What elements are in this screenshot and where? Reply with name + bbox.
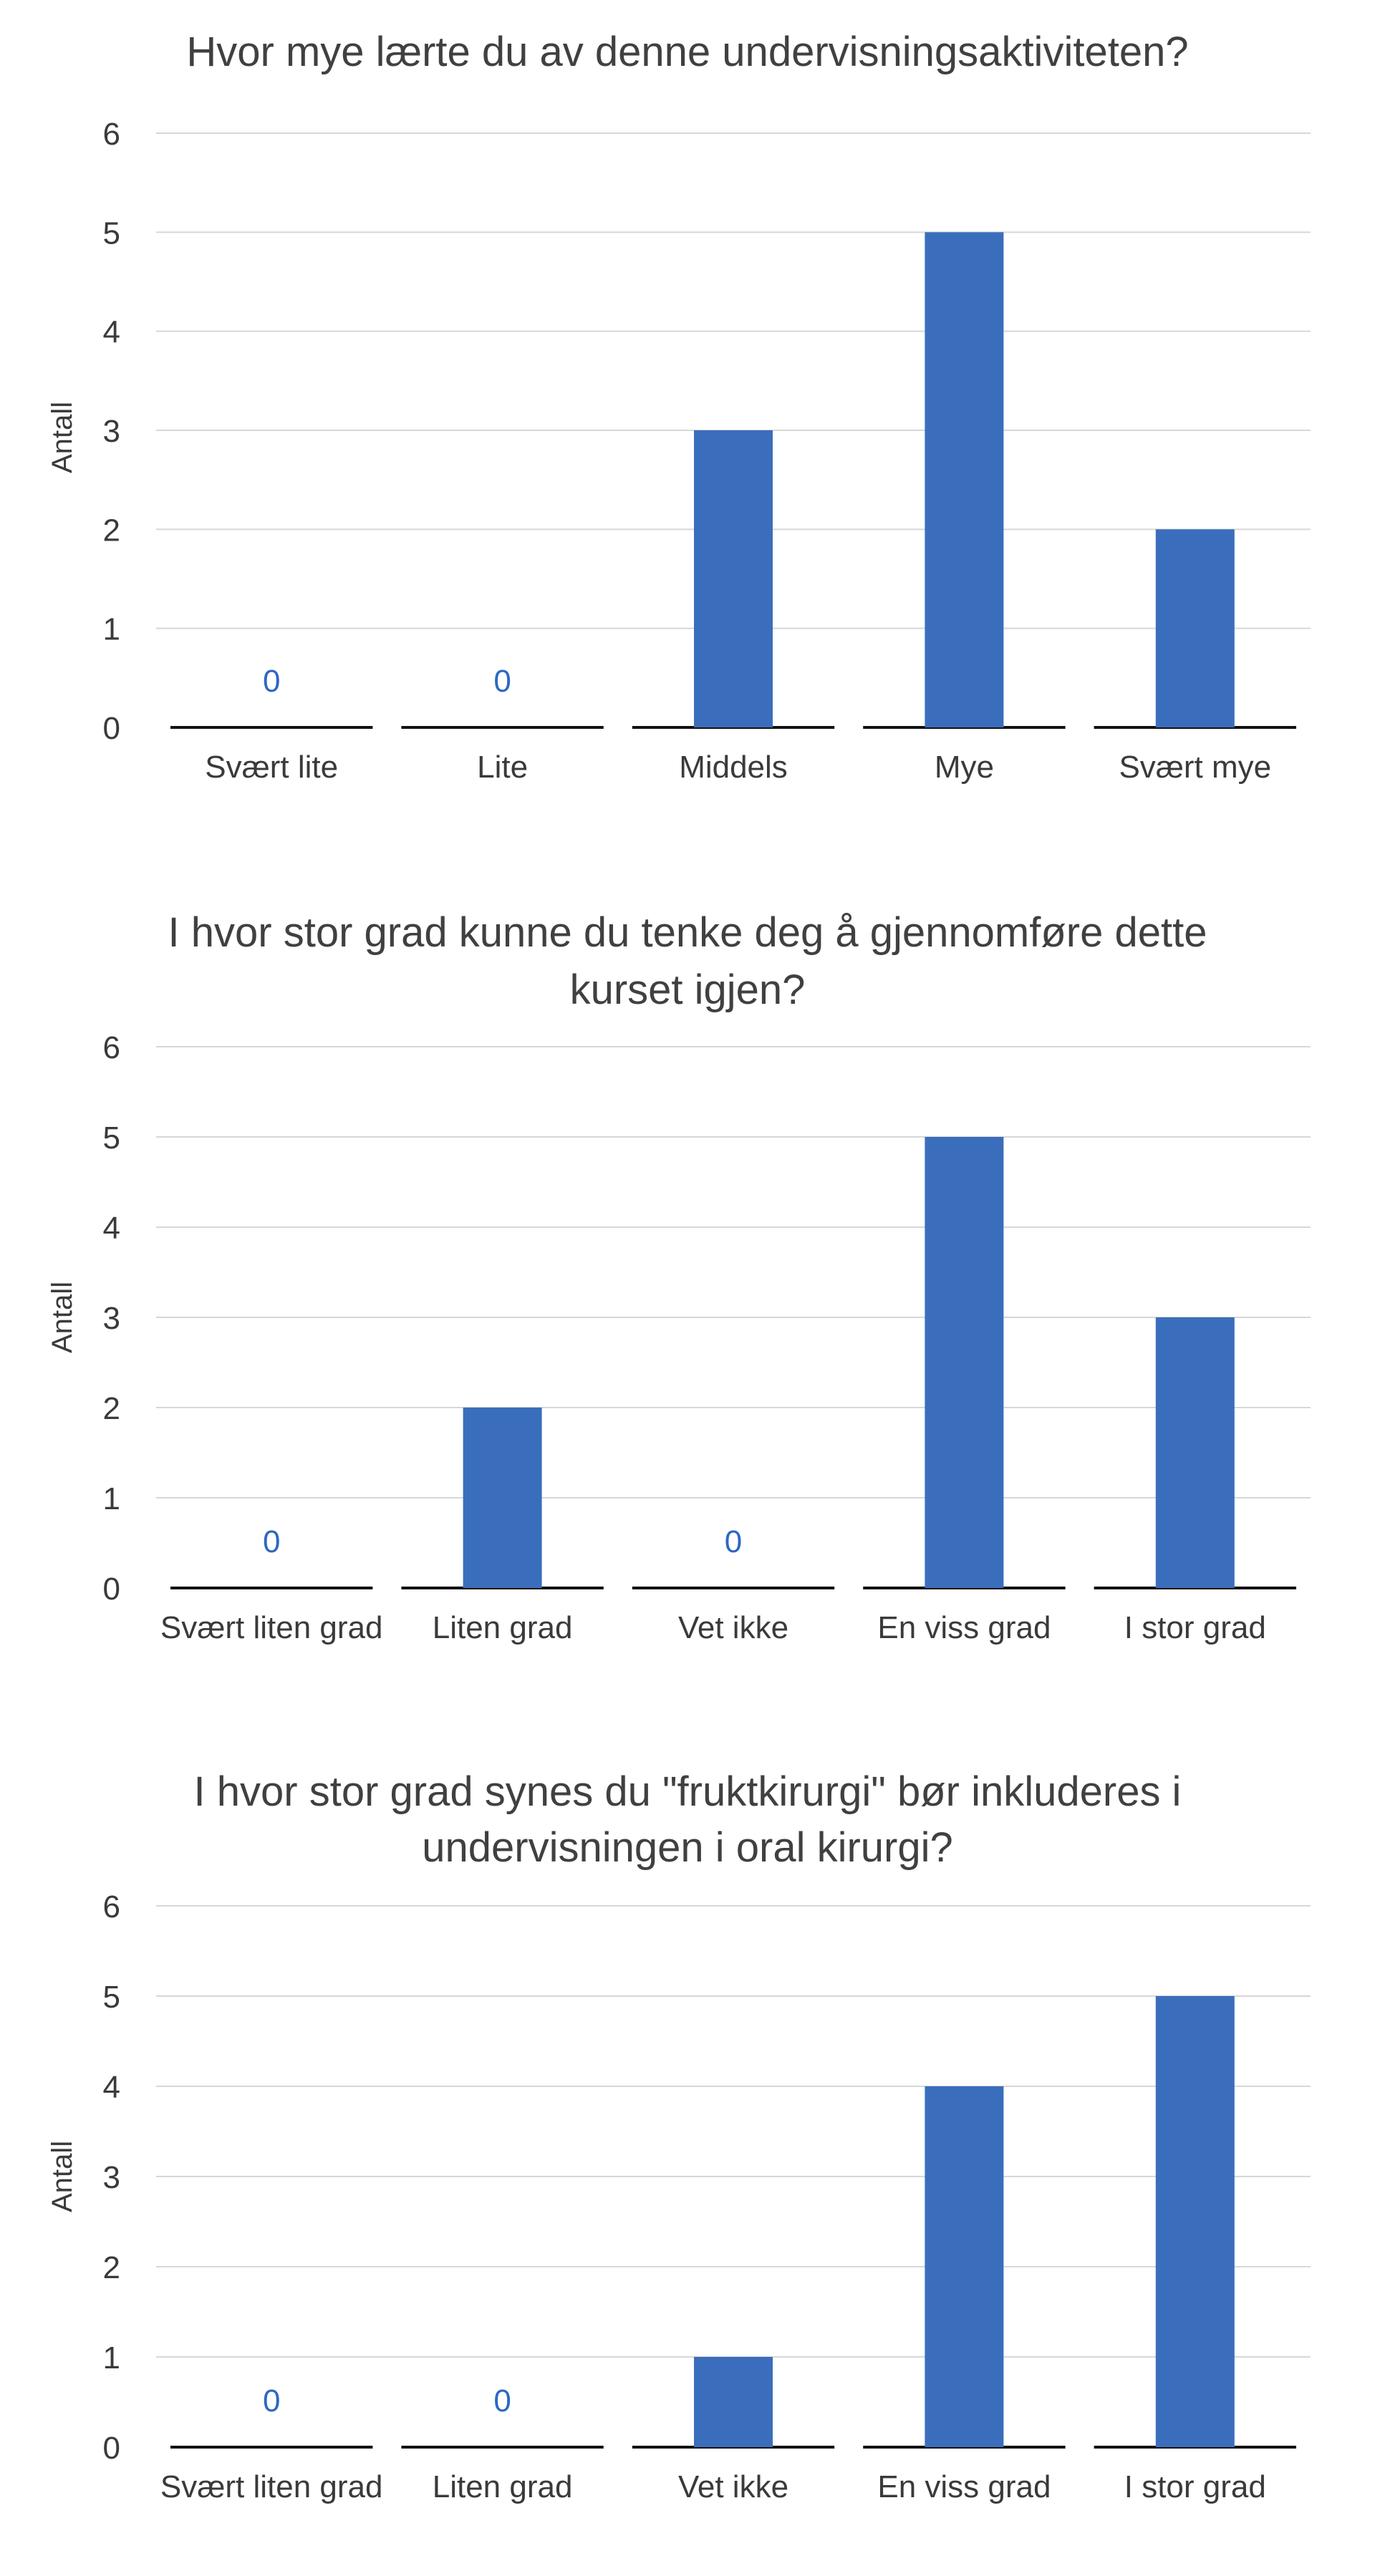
category-label: Vet ikke xyxy=(677,1610,789,1645)
chart-title-line: I hvor stor grad kunne du tenke deg å gjennomføre dette xyxy=(168,909,1207,956)
y-tick-label: 1 xyxy=(102,2340,120,2376)
data-label-zero: 0 xyxy=(724,1524,743,1559)
chart-title-line: Hvor mye lærte du av denne undervisningsaktiviteten? xyxy=(186,29,1189,75)
y-axis-label: Antall xyxy=(47,1281,78,1354)
category-label: Liten grad xyxy=(432,1610,573,1645)
y-tick-label: 3 xyxy=(102,2160,120,2195)
bar xyxy=(694,430,773,727)
y-tick-label: 3 xyxy=(102,414,120,449)
bar xyxy=(1156,1317,1235,1588)
category-label: I stor grad xyxy=(1124,1610,1266,1645)
category-label: Liten grad xyxy=(432,2469,573,2504)
y-tick-label: 2 xyxy=(102,1391,120,1426)
bar xyxy=(925,232,1003,727)
y-tick-label: 2 xyxy=(102,513,120,548)
data-label-zero: 0 xyxy=(493,2383,511,2418)
category-label: Vet ikke xyxy=(677,2469,789,2504)
category-label: Lite xyxy=(477,750,529,785)
y-tick-label: 1 xyxy=(102,1481,120,1516)
y-tick-label: 0 xyxy=(102,711,120,746)
bar xyxy=(1156,529,1235,727)
category-label: Svært liten grad xyxy=(160,2469,383,2504)
y-tick-label: 5 xyxy=(102,1120,120,1156)
chart-learning-svg xyxy=(0,0,1375,831)
chart-title-line: I hvor stor grad synes du "fruktkirurgi" bør inkluderes i xyxy=(193,1768,1182,1815)
y-tick-label: 5 xyxy=(102,1980,120,2015)
y-axis-label: Antall xyxy=(47,401,78,474)
chart-title-line: kurset igjen? xyxy=(569,967,806,1013)
y-tick-label: 0 xyxy=(102,1572,120,1607)
y-tick-label: 4 xyxy=(102,1211,120,1246)
y-tick-label: 4 xyxy=(102,314,120,350)
bar xyxy=(694,2357,773,2447)
y-tick-label: 6 xyxy=(102,1889,120,1924)
bar xyxy=(1156,1996,1235,2447)
bar xyxy=(463,1408,542,1588)
y-tick-label: 2 xyxy=(102,2250,120,2285)
data-label-zero: 0 xyxy=(262,2383,281,2418)
data-label-zero: 0 xyxy=(262,664,281,699)
category-label: Mye xyxy=(934,750,994,785)
chart-repeat-course-svg xyxy=(0,881,1375,1711)
chart-repeat-course xyxy=(0,881,1375,1711)
category-label: I stor grad xyxy=(1124,2469,1266,2504)
category-label: Svært mye xyxy=(1119,750,1272,785)
y-axis-label: Antall xyxy=(47,2140,78,2213)
data-label-zero: 0 xyxy=(493,664,511,699)
y-tick-label: 4 xyxy=(102,2070,120,2105)
y-tick-label: 6 xyxy=(102,117,120,152)
y-tick-label: 0 xyxy=(102,2431,120,2466)
category-label: Svært lite xyxy=(205,750,339,785)
y-tick-label: 5 xyxy=(102,216,120,251)
bar xyxy=(925,1137,1003,1588)
data-label-zero: 0 xyxy=(262,1524,281,1559)
chart-title-line: undervisningen i oral kirurgi? xyxy=(422,1824,953,1871)
category-label: En viss grad xyxy=(877,1610,1051,1645)
bar xyxy=(925,2086,1003,2447)
y-tick-label: 1 xyxy=(102,611,120,647)
chart-fruit-surgery-svg xyxy=(0,1740,1375,2576)
category-label: Svært liten grad xyxy=(160,1610,383,1645)
category-label: En viss grad xyxy=(877,2469,1051,2504)
chart-learning xyxy=(0,0,1375,831)
chart-fruit-surgery xyxy=(0,1740,1375,2576)
y-tick-label: 3 xyxy=(102,1301,120,1336)
category-label: Middels xyxy=(679,750,788,785)
y-tick-label: 6 xyxy=(102,1030,120,1065)
